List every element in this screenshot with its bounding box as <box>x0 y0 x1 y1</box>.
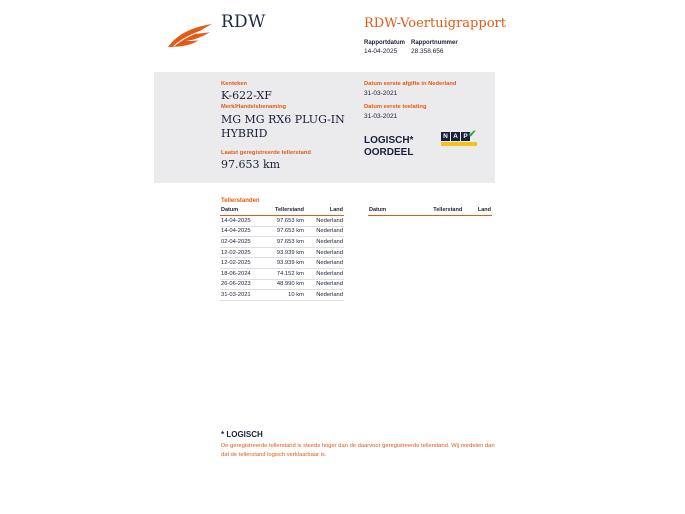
cell-country: Nederland <box>305 279 344 290</box>
odometer-value: 97.653 km <box>221 158 281 171</box>
report-number-value: 28.358.656 <box>411 48 444 55</box>
footnote-title: * LOGISCH <box>221 430 263 439</box>
cell-date: 14-04-2025 <box>220 216 263 227</box>
col-odometer-2: Tellerstand <box>404 206 463 216</box>
col-date: Datum <box>220 206 263 216</box>
plate-label: Kenteken <box>221 81 248 87</box>
col-date-2: Datum <box>368 206 404 216</box>
cell-date: 14-04-2025 <box>220 226 263 237</box>
nap-letter-p: P <box>461 132 470 141</box>
verdict-badge <box>364 135 413 159</box>
report-title: RDW-Voertuigrapport <box>364 16 506 31</box>
make-label: Merk/Handelsbenaming <box>221 104 287 110</box>
vehicle-summary-panel <box>154 72 495 183</box>
make-value-line2: HYBRID <box>221 127 268 140</box>
cell-country: Nederland <box>305 247 344 258</box>
rdw-logo-icon <box>166 22 214 48</box>
check-icon: ✔ <box>468 129 477 140</box>
cell-country: Nederland <box>305 268 344 279</box>
cell-date: 12-02-2025 <box>220 258 263 269</box>
table-row <box>220 237 344 248</box>
cell-odometer: 48.990 km <box>263 279 305 290</box>
cell-date: 12-02-2025 <box>220 247 263 258</box>
cell-country: Nederland <box>305 216 344 227</box>
table-row <box>220 247 344 258</box>
first-admission-value: 31-03-2021 <box>364 113 398 120</box>
first-admission-nl-label: Datum eerste afgifte in Nederland <box>364 81 457 87</box>
cell-date: 02-04-2025 <box>220 237 263 248</box>
cell-odometer: 93.939 km <box>263 247 305 258</box>
verdict-line2: OORDEEL <box>364 147 414 158</box>
first-admission-nl-value: 31-03-2021 <box>364 90 398 97</box>
cell-odometer: 10 km <box>263 290 305 301</box>
cell-country: Nederland <box>305 290 344 301</box>
odometer-history-table <box>220 206 344 301</box>
col-country-2: Land <box>463 206 492 216</box>
footnote-text: De geregistreerde tellerstand is steeds hoger dan de daarvoor geregistreerde tellerstand. Wij oordelen dan dat de tellerstand logisch verklaarbaar is. <box>221 443 495 458</box>
report-date-label: Rapportdatum <box>364 40 405 46</box>
cell-odometer: 97.653 km <box>263 226 305 237</box>
col-country: Land <box>305 206 344 216</box>
brand-name: RDW <box>221 12 266 32</box>
make-value-line1: MG MG RX6 PLUG-IN <box>221 113 345 126</box>
first-admission-label: Datum eerste toelating <box>364 104 427 110</box>
cell-odometer: 74.152 km <box>263 268 305 279</box>
plate-value: K-622-XF <box>221 89 272 102</box>
table-row <box>220 258 344 269</box>
nap-bar <box>441 142 477 146</box>
table-row <box>220 279 344 290</box>
odometer-label: Laatst geregistreerde tellerstand <box>221 150 311 156</box>
cell-odometer: 97.653 km <box>263 237 305 248</box>
cell-odometer: 97.653 km <box>263 216 305 227</box>
cell-date: 18-06-2024 <box>220 268 263 279</box>
cell-date: 26-06-2023 <box>220 279 263 290</box>
table-row <box>220 226 344 237</box>
verdict-line1: LOGISCH* <box>364 135 414 146</box>
table-row <box>220 268 344 279</box>
nap-logo <box>441 129 477 146</box>
cell-odometer: 93.939 km <box>263 258 305 269</box>
odometer-history-table-2 <box>368 206 492 216</box>
cell-country: Nederland <box>305 237 344 248</box>
col-odometer: Tellerstand <box>263 206 305 216</box>
nap-letter-a: A <box>451 132 460 141</box>
cell-country: Nederland <box>305 258 344 269</box>
history-title: Tellerstanden <box>221 198 260 204</box>
report-number-label: Rapportnummer <box>411 40 458 46</box>
nap-letter-n: N <box>441 132 450 141</box>
table-row <box>220 290 344 301</box>
report-date-value: 14-04-2025 <box>364 48 398 55</box>
cell-date: 31-03-2021 <box>220 290 263 301</box>
table-row <box>220 216 344 227</box>
cell-country: Nederland <box>305 226 344 237</box>
